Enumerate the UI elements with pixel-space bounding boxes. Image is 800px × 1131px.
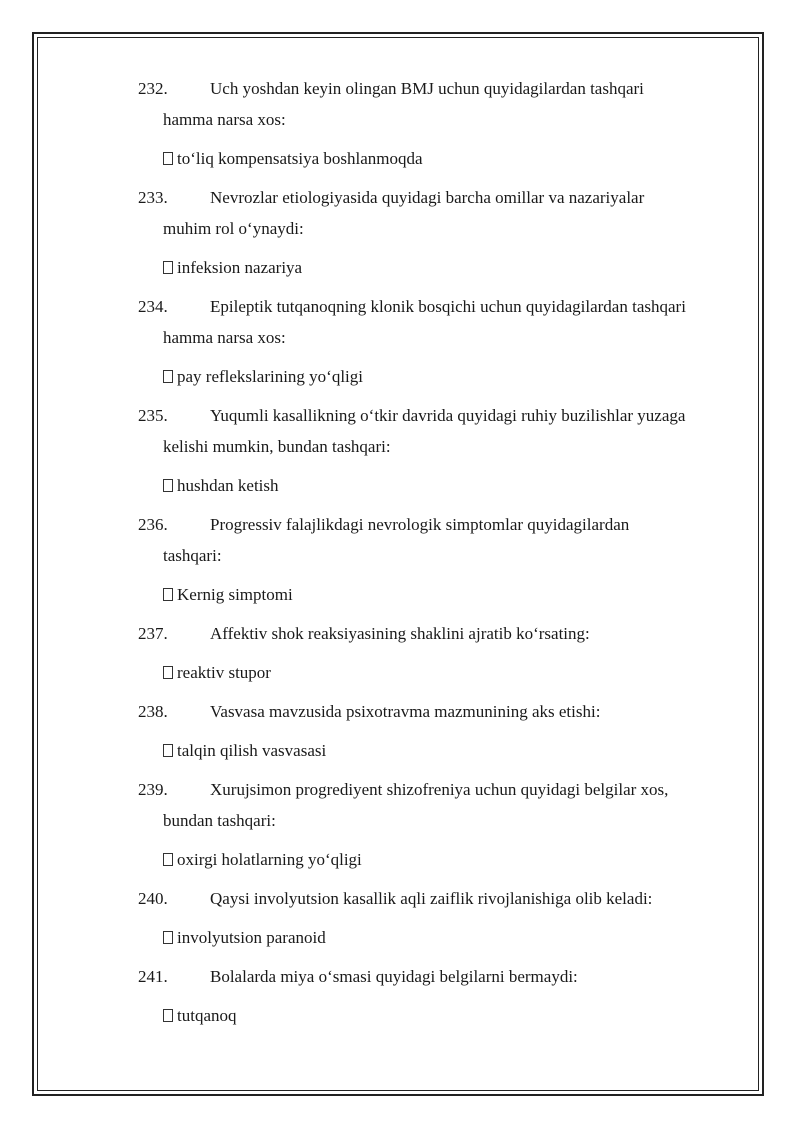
question-item (138, 883, 743, 914)
question-item (138, 182, 743, 244)
question-item (138, 400, 743, 462)
answer-text: to‘liq kompensatsiya boshlanmoqda (177, 149, 423, 168)
checkbox-icon (163, 1009, 173, 1022)
answer-text: reaktiv stupor (177, 663, 271, 682)
question-text: Progressiv falajlikdagi nevrologik simptomlar quyidagilardan (210, 515, 630, 534)
question-number: 233. (138, 188, 168, 207)
checkbox-icon (163, 853, 173, 866)
answer-text: tutqanoq (177, 1006, 237, 1025)
question-list (138, 73, 743, 1039)
question-text-continuation: kelishi mumkin, bundan tashqari: (163, 437, 391, 456)
question-item (138, 618, 743, 649)
question-text: Nevrozlar etiologiyasida quyidagi barcha omillar va nazariyalar (210, 188, 645, 207)
question-number: 241. (138, 967, 168, 986)
question-text: Qaysi involyutsion kasallik aqli zaiflik rivojlanishiga olib keladi: (210, 889, 653, 908)
question-text: Xurujsimon progrediyent shizofreniya uchun quyidagi belgilar xos, (210, 780, 669, 799)
answer-item (138, 579, 743, 610)
question-number: 237. (138, 624, 168, 643)
answer-text: Kernig simptomi (177, 585, 293, 604)
answer-item (138, 922, 743, 953)
question-item (138, 961, 743, 992)
answer-item (138, 143, 743, 174)
checkbox-icon (163, 666, 173, 679)
question-item (138, 291, 743, 353)
checkbox-icon (163, 588, 173, 601)
question-number: 238. (138, 702, 168, 721)
answer-text: pay reflekslarining yo‘qligi (177, 367, 364, 386)
question-number: 234. (138, 297, 168, 316)
question-text: Yuqumli kasallikning o‘tkir davrida quyidagi ruhiy buzilishlar yuzaga (210, 406, 686, 425)
question-item (138, 696, 743, 727)
answer-text: oxirgi holatlarning yo‘qligi (177, 850, 362, 869)
checkbox-icon (163, 744, 173, 757)
answer-text: hushdan ketish (177, 476, 279, 495)
answer-text: talqin qilish vasvasasi (177, 741, 327, 760)
question-text-continuation: bundan tashqari: (163, 811, 276, 830)
answer-item (138, 844, 743, 875)
question-item (138, 509, 743, 571)
question-item (138, 73, 743, 135)
checkbox-icon (163, 370, 173, 383)
question-text-continuation: hamma narsa xos: (163, 328, 286, 347)
answer-item (138, 470, 743, 501)
question-text-continuation: tashqari: (163, 546, 222, 565)
question-number: 236. (138, 515, 168, 534)
question-text-continuation: hamma narsa xos: (163, 110, 286, 129)
answer-item (138, 735, 743, 766)
answer-text: involyutsion paranoid (177, 928, 326, 947)
checkbox-icon (163, 261, 173, 274)
checkbox-icon (163, 931, 173, 944)
question-text: Bolalarda miya o‘smasi quyidagi belgilarni bermaydi: (210, 967, 578, 986)
checkbox-icon (163, 152, 173, 165)
question-item (138, 774, 743, 836)
question-text-continuation: muhim rol o‘ynaydi: (163, 219, 304, 238)
question-text: Vasvasa mavzusida psixotravma mazmunining aks etishi: (210, 702, 601, 721)
answer-text: infeksion nazariya (177, 258, 303, 277)
question-number: 232. (138, 79, 168, 98)
answer-item (138, 361, 743, 392)
checkbox-icon (163, 479, 173, 492)
answer-item (138, 657, 743, 688)
answer-item (138, 1000, 743, 1031)
question-number: 239. (138, 780, 168, 799)
question-text: Epileptik tutqanoqning klonik bosqichi uchun quyidagilardan tashqari (210, 297, 686, 316)
question-text: Affektiv shok reaksiyasining shaklini ajratib ko‘rsating: (210, 624, 590, 643)
answer-item (138, 252, 743, 283)
question-number: 235. (138, 406, 168, 425)
question-number: 240. (138, 889, 168, 908)
question-text: Uch yoshdan keyin olingan BMJ uchun quyidagilardan tashqari (210, 79, 644, 98)
